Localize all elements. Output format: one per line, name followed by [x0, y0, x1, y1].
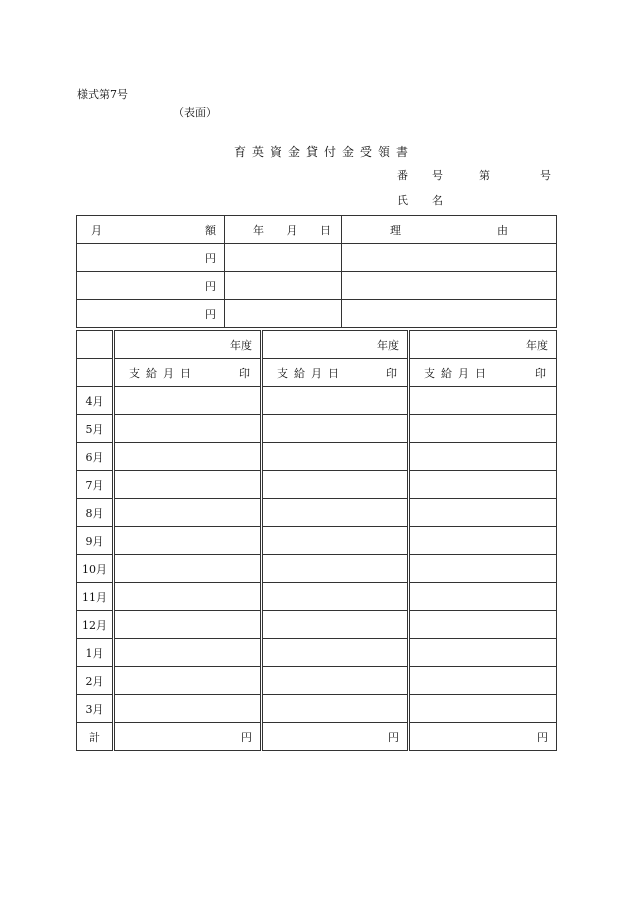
payment-cell — [262, 499, 409, 527]
corner-cell — [77, 359, 114, 387]
payment-cell — [409, 527, 557, 555]
month-row — [77, 415, 557, 443]
payment-cell — [409, 611, 557, 639]
reason-cell — [342, 244, 557, 272]
receipt-summary-table — [76, 215, 557, 328]
header-reason: 理 由 — [342, 216, 557, 244]
month-label: 10月 — [77, 555, 114, 583]
amount-cell: 円 — [77, 272, 225, 300]
total-cell: 円 — [262, 723, 409, 751]
side-label: （表面） — [173, 106, 217, 119]
payment-cell — [409, 695, 557, 723]
month-label: 8月 — [77, 499, 114, 527]
name-label-mei: 名 — [432, 194, 443, 207]
payment-cell — [262, 471, 409, 499]
total-cell: 円 — [409, 723, 557, 751]
month-label: 9月 — [77, 527, 114, 555]
total-cell: 円 — [114, 723, 262, 751]
payment-cell — [409, 667, 557, 695]
payment-cell — [262, 527, 409, 555]
number-label-dai: 第 — [479, 169, 490, 182]
name-label-shi: 氏 — [397, 194, 408, 207]
fiscal-year-cell: 年度 — [114, 331, 262, 359]
summary-row — [77, 300, 557, 328]
number-label-ban: 番 — [397, 169, 408, 182]
month-row — [77, 527, 557, 555]
payment-cell — [262, 611, 409, 639]
payment-cell — [262, 387, 409, 415]
monthly-receipt-table — [76, 330, 557, 751]
header-amount: 月 額 — [77, 216, 225, 244]
payment-cell — [262, 639, 409, 667]
month-label: 1月 — [77, 639, 114, 667]
month-row — [77, 639, 557, 667]
payment-cell — [409, 387, 557, 415]
month-row — [77, 555, 557, 583]
number-label-go2: 号 — [540, 169, 551, 182]
payment-cell — [114, 527, 262, 555]
payment-cell — [262, 443, 409, 471]
payment-header: 支給月日 印 — [262, 359, 409, 387]
total-row — [77, 723, 557, 751]
payment-cell — [262, 415, 409, 443]
payment-cell — [262, 667, 409, 695]
payment-cell — [114, 639, 262, 667]
month-row — [77, 443, 557, 471]
payment-cell — [409, 443, 557, 471]
date-cell — [225, 300, 342, 328]
payment-cell — [114, 667, 262, 695]
summary-row — [77, 272, 557, 300]
total-label: 計 — [77, 723, 114, 751]
date-cell — [225, 244, 342, 272]
month-label: 2月 — [77, 667, 114, 695]
payment-cell — [114, 443, 262, 471]
month-label: 6月 — [77, 443, 114, 471]
month-label: 4月 — [77, 387, 114, 415]
payment-cell — [262, 695, 409, 723]
reason-cell — [342, 272, 557, 300]
reason-cell — [342, 300, 557, 328]
fiscal-year-row — [77, 331, 557, 359]
payment-header: 支給月日 印 — [114, 359, 262, 387]
summary-header-row — [77, 216, 557, 244]
payment-cell — [262, 555, 409, 583]
payment-cell — [114, 611, 262, 639]
month-label: 12月 — [77, 611, 114, 639]
fiscal-year-cell: 年度 — [262, 331, 409, 359]
payment-cell — [114, 695, 262, 723]
date-cell — [225, 272, 342, 300]
month-label: 7月 — [77, 471, 114, 499]
payment-header: 支給月日 印 — [409, 359, 557, 387]
month-rows — [77, 387, 557, 723]
month-row — [77, 471, 557, 499]
payment-cell — [409, 415, 557, 443]
month-row — [77, 611, 557, 639]
month-row — [77, 695, 557, 723]
document-title: 育英資金貸付金受領書 — [234, 145, 415, 159]
corner-cell — [77, 331, 114, 359]
amount-cell: 円 — [77, 300, 225, 328]
month-row — [77, 387, 557, 415]
payment-cell — [114, 555, 262, 583]
month-label: 5月 — [77, 415, 114, 443]
month-row — [77, 583, 557, 611]
payment-cell — [114, 415, 262, 443]
payment-cell — [114, 499, 262, 527]
payment-cell — [114, 471, 262, 499]
month-row — [77, 499, 557, 527]
payment-cell — [114, 387, 262, 415]
column-header-row — [77, 359, 557, 387]
payment-cell — [409, 499, 557, 527]
payment-cell — [262, 583, 409, 611]
fiscal-year-cell: 年度 — [409, 331, 557, 359]
payment-cell — [114, 583, 262, 611]
month-label: 11月 — [77, 583, 114, 611]
payment-cell — [409, 471, 557, 499]
payment-cell — [409, 555, 557, 583]
form-number: 様式第7号 — [77, 88, 128, 101]
payment-cell — [409, 639, 557, 667]
month-row — [77, 667, 557, 695]
header-date: 年 月 日 — [225, 216, 342, 244]
month-label: 3月 — [77, 695, 114, 723]
amount-cell: 円 — [77, 244, 225, 272]
summary-row — [77, 244, 557, 272]
payment-cell — [409, 583, 557, 611]
number-label-go: 号 — [432, 169, 443, 182]
